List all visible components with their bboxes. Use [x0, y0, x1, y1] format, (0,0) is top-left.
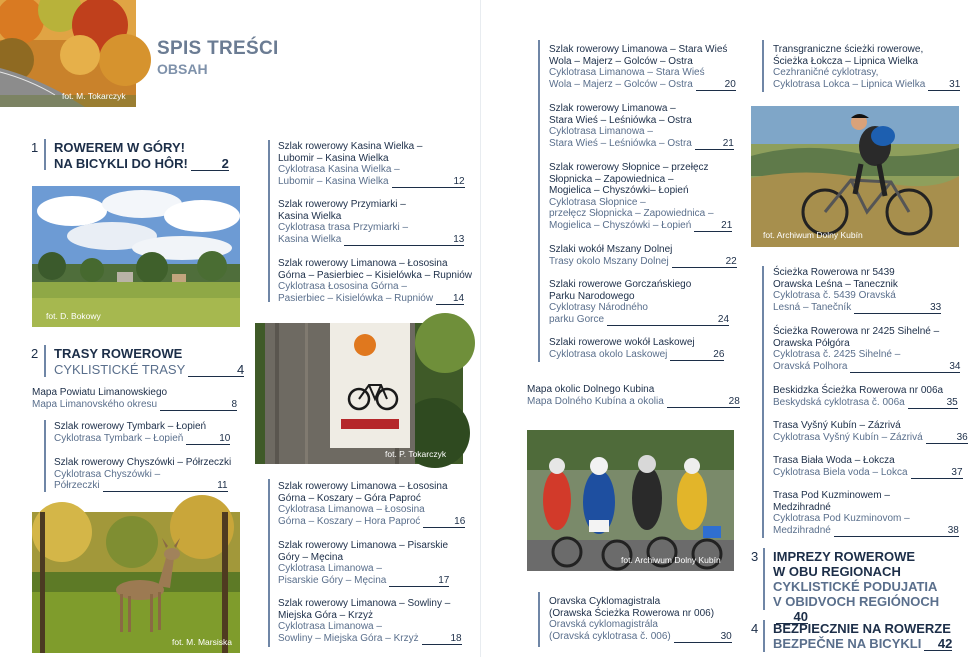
toc-entry[interactable]: [773, 420, 968, 444]
entry-title-pl: Góry – Męcina: [278, 551, 344, 563]
section-title-pl: TRASY ROWEROWE: [54, 346, 183, 361]
entry-title-sk: przełęcz Słopnicka – Zapowiednica –: [549, 208, 714, 220]
entry-title-sk: Oravská cyklomagistrála: [549, 619, 658, 631]
section-3-title: [773, 549, 960, 624]
section-divider: [44, 139, 46, 170]
page-number: 24: [607, 315, 729, 326]
entry-title-sk-text: Lubomir – Kasina Wielka: [278, 175, 389, 187]
entries-divider: [538, 40, 540, 362]
page-number: 14: [436, 294, 464, 305]
entries-divider: [762, 40, 764, 92]
entry-title-sk: Cyklotrasa Słopnice –: [549, 196, 646, 208]
deer-photo: [32, 512, 240, 653]
photo-credit: fot. Archiwum Dolny Kubín: [763, 230, 863, 240]
entry-title-sk-text: Pasierbiec – Kisielówka – Rupniów: [278, 292, 434, 304]
entry-title-pl: Szlak rowerowy Limanowa – Łososina: [278, 258, 448, 269]
cyclist-photo: [751, 106, 959, 247]
entries-divider: [268, 479, 270, 647]
toc-entry[interactable]: [773, 490, 959, 537]
entry-title-pl: Szlaki rowerowe wokół Laskowej: [549, 337, 695, 348]
entry-title-pl: Słopnicka – Zapowiednica –: [549, 173, 674, 185]
entry-title-sk-text: (Oravská cyklotrasa č. 006): [549, 630, 671, 642]
entry-title-pl: Szlak rowerowy Słopnice – przełęcz: [549, 162, 709, 173]
entry-title-sk-text: Trasy okolo Mszany Dolnej: [549, 255, 669, 267]
entries-divider: [44, 420, 46, 492]
entry-title-sk: Cyklotrasa Łososina Górna –: [278, 281, 407, 293]
page-number: 13: [344, 235, 464, 246]
section-number: 1: [31, 140, 39, 155]
photo-credit: fot. M. Tokarczyk: [62, 91, 126, 101]
page-number: 18: [422, 634, 462, 645]
entry-title-pl: Szlaki rowerowe Gorczańskiego: [549, 279, 692, 290]
toc-entry-map[interactable]: [527, 384, 740, 408]
entry-title-sk: Cyklotrasa Kasina Wielka –: [278, 164, 400, 176]
entry-title-pl: Beskidzka Ścieżka Rowerowa nr 006a: [773, 385, 944, 396]
toc-entry[interactable]: [773, 455, 963, 479]
toc-entry[interactable]: [549, 596, 732, 643]
trail-marker-photo: [255, 323, 463, 464]
entry-title-sk: [549, 349, 724, 361]
entry-title-pl: Szlak rowerowy Chyszówki – Półrzeczki: [54, 457, 232, 468]
entry-title-sk-text: parku Gorce: [549, 313, 605, 325]
entry-title-sk: [32, 399, 237, 411]
entry-title-sk-text: Pisarskie Góry – Męcina: [278, 574, 387, 586]
page-number: 10: [186, 434, 230, 445]
entry-title-sk: [278, 633, 462, 645]
entry-title-sk: [549, 138, 734, 150]
entry-title-pl: Parku Narodowego: [549, 290, 635, 302]
entry-title-sk: Cyklotrasa Pod Kuzminovom –: [773, 513, 910, 525]
entry-title-pl: Szlak rowerowy Limanowa – Pisarskie: [278, 540, 449, 551]
section-title-sk: [773, 636, 952, 651]
entry-title-sk: Cyklotrasa Limanowa –: [549, 126, 653, 138]
entry-title-pl: Miejska Góra – Krzyż: [278, 609, 374, 621]
entry-title-pl: Szlak rowerowy Przymiarki –: [278, 199, 406, 210]
page-number: 28: [667, 397, 740, 408]
entry-title-sk: [549, 314, 729, 326]
entry-title-sk: Cyklotrasa Limanowa – Łososina: [278, 504, 425, 516]
page-number: 37: [911, 468, 963, 479]
page-number: 26: [670, 350, 724, 361]
toc-entry[interactable]: [549, 162, 732, 232]
section-1-title: [54, 140, 229, 171]
section-number: 4: [751, 621, 759, 636]
page-number: 42: [924, 637, 952, 651]
toc-entry[interactable]: [549, 44, 736, 91]
entry-title-pl: Szlak rowerowy Limanowa – Łososina: [278, 481, 448, 492]
entry-title-pl: Górna – Pasierbiec – Kisielówka – Rupniów: [278, 269, 472, 281]
entry-title-pl: Górna – Koszary – Góra Paproć: [278, 492, 421, 504]
entry-title-sk-text: Lesná – Tanečník: [773, 301, 852, 313]
entry-title-sk: [773, 79, 960, 91]
entry-title-pl: Mapa okolic Dolnego Kubina: [527, 384, 655, 395]
autumn-road-photo: [0, 0, 136, 107]
entry-title-sk: Cyklotrasa Limanowa –: [278, 621, 382, 633]
section-number: 2: [31, 346, 39, 361]
page-number: 4: [188, 363, 244, 377]
toc-entry[interactable]: [549, 337, 724, 361]
entry-title-pl: Medzihradné: [773, 501, 831, 513]
page-number: 16: [423, 517, 465, 528]
entry-title-pl: Kasina Wielka: [278, 210, 342, 222]
page-number: 8: [160, 400, 237, 411]
entry-title-pl: Orawska Leśna – Tanecznik: [773, 278, 898, 290]
entry-title-sk: Cyklotrasa trasa Przymiarki –: [278, 222, 409, 234]
entry-title-pl: Mapa Powiatu Limanowskiego: [32, 387, 168, 398]
page-number: 22: [672, 257, 737, 268]
section-divider: [763, 548, 765, 610]
entry-title-sk-text: Cyklotrasa Lokca – Lipnica Wielka: [773, 78, 926, 90]
entry-title-pl: Szlak rowerowy Limanowa – Stara Wieś: [549, 44, 728, 55]
entry-title-pl: Szlak rowerowy Tymbark – Łopień: [54, 421, 207, 432]
section-number: 3: [751, 549, 759, 564]
entry-title-pl: Szlak rowerowy Limanowa – Sowliny –: [278, 598, 451, 609]
entry-title-sk-text: Sowliny – Miejska Góra – Krzyż: [278, 632, 419, 644]
entry-title-sk: [549, 79, 736, 91]
entry-title-sk: [278, 176, 465, 188]
page-number: 40: [776, 610, 808, 624]
entry-title-sk-text: Cyklotrasa Tymbark – Łopieň: [54, 432, 184, 444]
entry-title-pl: Ścieżka Rowerowa nr 5439: [773, 267, 895, 278]
entry-title-sk: [773, 397, 958, 409]
photo-credit: fot. Archiwum Dolny Kubín: [621, 555, 721, 565]
entry-title-sk: Cezhraničné cyklotrasy,: [773, 67, 879, 79]
photo-credit: fot. P. Tokarczyk: [385, 449, 447, 459]
section-title-pl: ROWEREM W GÓRY!: [54, 140, 185, 155]
entry-title-pl: Mogielica – Chyszówki– Łopień: [549, 185, 689, 197]
toc-entry-map[interactable]: [32, 387, 237, 411]
entry-title-sk-text: Mogielica – Chyszówki – Łopień: [549, 219, 692, 231]
entry-title-sk-text: Wola – Majerz – Golców – Ostra: [549, 78, 693, 90]
section-title-sk: [54, 362, 244, 377]
entry-title-sk-text: Półrzeczki: [54, 480, 100, 492]
entry-title-sk: [54, 480, 231, 492]
photo-credit: fot. M. Marsiska: [172, 637, 232, 647]
section-title-sk-text: CYKLISTICKÉ TRASY: [54, 362, 186, 377]
page-number: 30: [674, 632, 732, 643]
entry-title-pl: Stara Wieś – Leśniówka – Ostra: [549, 114, 692, 126]
entry-title-sk: [773, 525, 959, 537]
section-2-title: [54, 346, 244, 377]
entry-title-pl: Trasa Vyšný Kubín – Zázrivá: [773, 420, 901, 431]
toc-entry[interactable]: [278, 141, 465, 188]
page-number: 31: [928, 80, 960, 91]
entry-title-pl: Szlaki wokół Mszany Dolnej: [549, 244, 673, 255]
toc-entry[interactable]: [773, 326, 960, 373]
entry-title-pl: Oravska Cyklomagistrala: [549, 596, 661, 607]
entry-title-pl: Szlak rowerowy Kasina Wielka –: [278, 141, 423, 152]
section-title-sk: [54, 156, 229, 171]
entry-title-pl: Szlak rowerowy Limanowa –: [549, 103, 676, 114]
section-title-sk: [773, 594, 960, 624]
entry-title-pl: Transgraniczne ścieżki rowerowe,: [773, 44, 924, 55]
entry-title-sk: [54, 433, 230, 445]
entry-title-sk: [278, 575, 449, 587]
section-divider: [44, 345, 46, 377]
section-title-sk: CYKLISTICKÉ PODUJATIA: [773, 579, 938, 594]
page-title: SPIS TREŚCI: [157, 38, 279, 59]
section-title-pl: BEZPIECZNIE NA ROWERZE: [773, 621, 951, 636]
entry-title-sk: [278, 516, 465, 528]
entry-title-sk: [527, 396, 740, 408]
entry-title-sk-text: Medzihradné: [773, 524, 831, 536]
toc-entry[interactable]: [773, 385, 958, 409]
entry-title-sk: [549, 220, 732, 232]
toc-entry[interactable]: [773, 267, 941, 314]
page-number: 20: [696, 80, 736, 91]
page-number: 17: [389, 576, 449, 587]
page-number: 36: [926, 433, 968, 444]
entry-title-sk-text: Cyklotrasa Vyšný Kubín – Zázrivá: [773, 431, 923, 443]
toc-entry[interactable]: [54, 457, 231, 492]
entries-divider: [762, 266, 764, 538]
section-title-sk-text: NA BICYKLI DO HÔR!: [54, 156, 188, 171]
toc-entry[interactable]: [278, 598, 462, 645]
entry-title-sk: Cyklotrasa Limanowa – Stara Wieś: [549, 67, 705, 79]
toc-entry[interactable]: [549, 279, 729, 326]
entry-title-sk-text: Beskydská cyklotrasa č. 006a: [773, 396, 905, 408]
race-photo: [527, 430, 734, 571]
page-number: 11: [103, 481, 228, 492]
section-divider: [763, 620, 765, 652]
entry-title-sk-text: Oravská Polhora: [773, 360, 848, 372]
entry-title-sk: Cyklotrasa č. 2425 Sihelné –: [773, 349, 901, 361]
entry-title-sk-text: Mapa Limanovského okresu: [32, 398, 158, 410]
entry-title-sk: [278, 293, 472, 305]
toc-entry[interactable]: [54, 421, 230, 445]
village-photo: [32, 186, 240, 327]
toc-entry[interactable]: [278, 540, 449, 587]
page-number: 12: [392, 177, 465, 188]
entry-title-sk: [549, 256, 737, 268]
entry-title-sk-text: Cyklotrasa okolo Laskowej: [549, 348, 668, 360]
page-number: 33: [854, 303, 941, 314]
photo-credit: fot. D. Bokowy: [46, 311, 101, 321]
page-number: 34: [850, 362, 960, 373]
entry-title-sk: [773, 361, 960, 373]
entry-title-sk-text: Górna – Koszary – Hora Paproć: [278, 515, 421, 527]
toc-entry[interactable]: [278, 258, 472, 305]
section-4-title: [773, 621, 952, 651]
page-subtitle: OBSAH: [157, 61, 208, 77]
entry-title-sk: Cyklotrasa Chyszówki –: [54, 468, 161, 480]
toc-entry[interactable]: [549, 244, 737, 268]
toc-entry[interactable]: [278, 481, 465, 528]
toc-entry[interactable]: [773, 44, 960, 91]
section-title-pl: W OBU REGIONACH: [773, 564, 901, 579]
page-number: 35: [908, 398, 958, 409]
entry-title-pl: (Orawska Ścieżka Rowerowa nr 006): [549, 607, 715, 619]
page-number: 38: [834, 526, 959, 537]
entries-divider: [538, 592, 540, 647]
entry-title-sk: Cyklotrasa Limanowa –: [278, 563, 382, 575]
page-number: 2: [191, 157, 229, 171]
entry-title-pl: Trasa Biała Woda – Łokcza: [773, 455, 895, 466]
entry-title-pl: Wola – Majerz – Golców – Ostra: [549, 55, 693, 67]
section-title-sk-text: V OBIDVOCH REGIÓNOCH: [773, 594, 940, 609]
entry-title-sk: [278, 234, 464, 246]
entry-title-sk: [549, 631, 732, 643]
entry-title-pl: Orawska Półgóra: [773, 337, 850, 349]
entry-title-sk: [773, 467, 963, 479]
entry-title-sk-text: Cyklotrasa Biela voda – Lokca: [773, 466, 908, 478]
entry-title-sk-text: Kasina Wielka: [278, 233, 342, 245]
entry-title-sk: [773, 302, 941, 314]
entry-title-pl: Ścieżka Łokcza – Lipnica Wielka: [773, 55, 919, 67]
toc-entry[interactable]: [278, 199, 464, 246]
entry-title-pl: Ścieżka Rowerowa nr 2425 Sihelné –: [773, 326, 940, 337]
entry-title-pl: Trasa Pod Kuzminowem –: [773, 490, 890, 501]
entry-title-sk-text: Stara Wieś – Leśniówka – Ostra: [549, 137, 692, 149]
entry-title-sk: Cyklotrasa č. 5439 Oravská: [773, 290, 896, 302]
entry-title-sk-text: Mapa Dolného Kubína a okolia: [527, 395, 664, 407]
toc-entry[interactable]: [549, 103, 734, 150]
entry-title-pl: Lubomir – Kasina Wielka: [278, 152, 389, 164]
page-spine: [480, 0, 481, 657]
section-title-sk-text: BEZPEČNE NA BICYKLI: [773, 636, 922, 651]
entry-title-sk: Cyklotrasy Národného: [549, 302, 648, 314]
page-number: 21: [694, 221, 732, 232]
entries-divider: [268, 140, 270, 302]
entry-title-sk: [773, 432, 968, 444]
section-title-pl: IMPREZY ROWEROWE: [773, 549, 916, 564]
page-number: 21: [695, 139, 734, 150]
